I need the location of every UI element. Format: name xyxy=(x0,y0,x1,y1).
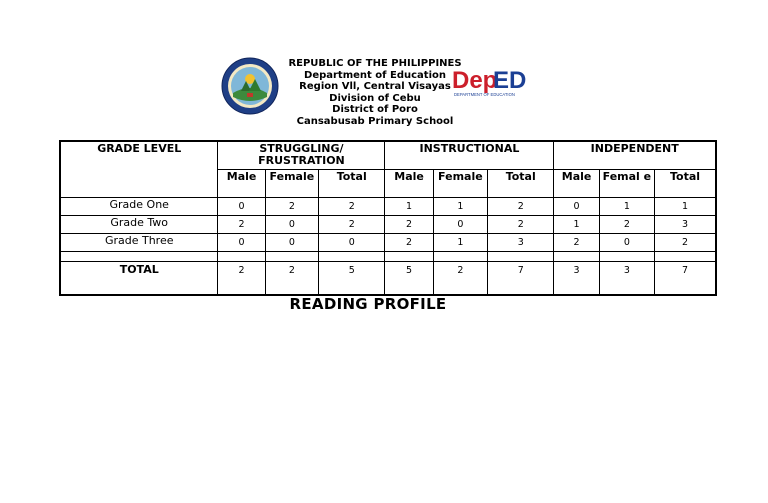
cell-value: 2 xyxy=(385,233,433,251)
cell-value: 1 xyxy=(433,233,487,251)
subheader-male: Male xyxy=(554,169,599,197)
cell-value: 2 xyxy=(655,233,716,251)
subheader-total: Total xyxy=(655,169,716,197)
subheader-male: Male xyxy=(218,169,265,197)
total-value: 7 xyxy=(655,261,716,295)
header-text-block xyxy=(280,58,470,128)
cell-value: 0 xyxy=(554,197,599,215)
cell-value: 2 xyxy=(554,233,599,251)
total-value: 5 xyxy=(319,261,385,295)
cell-value: 1 xyxy=(655,197,716,215)
subheader-female: Female xyxy=(265,169,318,197)
cell-value: 0 xyxy=(319,233,385,251)
group-header-row xyxy=(60,141,716,169)
subheader-total: Total xyxy=(319,169,385,197)
cell-value: 1 xyxy=(433,197,487,215)
svg-text:DEPARTMENT OF EDUCATION: DEPARTMENT OF EDUCATION xyxy=(454,92,515,97)
cell-value: 3 xyxy=(655,215,716,233)
total-value: 7 xyxy=(488,261,554,295)
subheader-total: Total xyxy=(488,169,554,197)
total-value: 2 xyxy=(218,261,265,295)
total-value: 3 xyxy=(599,261,654,295)
group-header-struggling: STRUGGLING/ FRUSTRATION xyxy=(218,141,385,169)
header-district: District of Poro xyxy=(332,104,418,116)
subheader-female: Female xyxy=(433,169,487,197)
row-label: Grade Three xyxy=(60,233,218,251)
table-row xyxy=(60,233,716,251)
total-value: 3 xyxy=(554,261,599,295)
table-row xyxy=(60,215,716,233)
header-region: Region Vll, Central Visayas xyxy=(299,81,451,93)
total-value: 2 xyxy=(265,261,318,295)
group-header-independent: INDEPENDENT xyxy=(554,141,716,169)
svg-text:ED: ED xyxy=(493,67,527,94)
cell-value: 2 xyxy=(488,215,554,233)
table-row xyxy=(60,197,716,215)
total-value: 5 xyxy=(385,261,433,295)
grade-level-header: GRADE LEVEL xyxy=(60,141,218,197)
letterhead xyxy=(0,0,768,135)
cell-value: 1 xyxy=(554,215,599,233)
cell-value: 2 xyxy=(319,215,385,233)
cell-value: 2 xyxy=(265,197,318,215)
header-department: Department of Education xyxy=(304,69,446,81)
division-seal-logo xyxy=(221,57,279,115)
total-value: 2 xyxy=(433,261,487,295)
page-title: READING PROFILE xyxy=(289,295,447,313)
cell-value: 2 xyxy=(599,215,654,233)
reading-profile-table xyxy=(59,140,717,296)
svg-text:Dep: Dep xyxy=(452,67,498,94)
header-republic: REPUBLIC OF THE PHILIPPINES xyxy=(288,58,462,69)
cell-value: 0 xyxy=(599,233,654,251)
cell-value: 0 xyxy=(265,233,318,251)
cell-value: 2 xyxy=(385,215,433,233)
row-label: Grade Two xyxy=(60,215,218,233)
cell-value: 0 xyxy=(265,215,318,233)
total-label: TOTAL xyxy=(60,261,218,295)
blank-row xyxy=(60,251,716,261)
cell-value: 0 xyxy=(433,215,487,233)
cell-value: 1 xyxy=(599,197,654,215)
header-division: Division of Cebu xyxy=(329,92,421,104)
deped-logo xyxy=(451,64,527,100)
total-row xyxy=(60,261,716,295)
row-label: Grade One xyxy=(60,197,218,215)
header-school: Cansabusab Primary School xyxy=(296,115,454,127)
cell-value: 2 xyxy=(218,215,265,233)
cell-value: 0 xyxy=(218,233,265,251)
cell-value: 0 xyxy=(218,197,265,215)
subheader-male: Male xyxy=(385,169,433,197)
cell-value: 1 xyxy=(385,197,433,215)
cell-value: 2 xyxy=(488,197,554,215)
subheader-female: Femal e xyxy=(599,169,654,197)
cell-value: 2 xyxy=(319,197,385,215)
cell-value: 3 xyxy=(488,233,554,251)
group-header-instructional: INSTRUCTIONAL xyxy=(385,141,554,169)
